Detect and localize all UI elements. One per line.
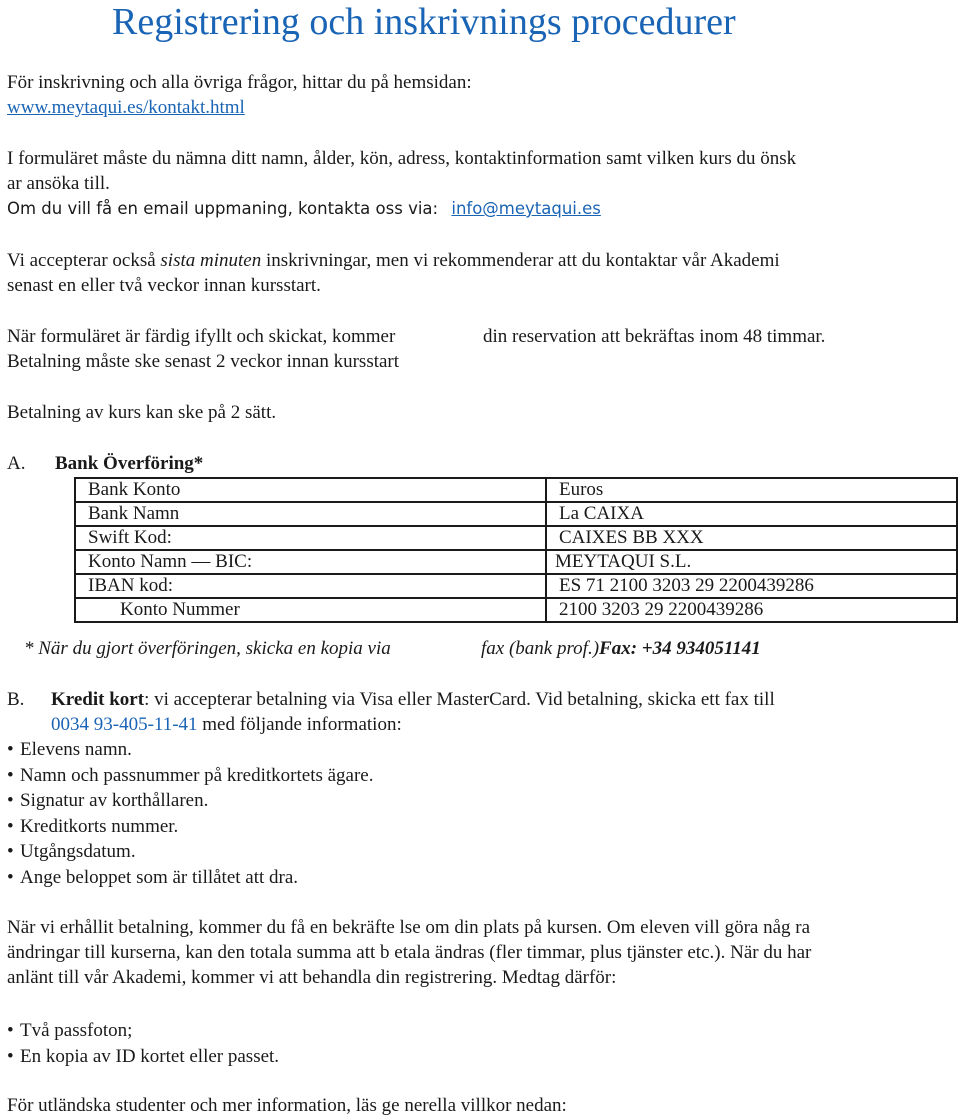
table-row <box>75 478 957 502</box>
section-a-letter: A. <box>7 453 26 474</box>
section-b-title: Kredit kort <box>51 689 145 710</box>
transfer-note <box>24 636 960 661</box>
email-prompt: Om du vill få en email uppmaning, kontakta oss via: <box>7 199 439 218</box>
list-item: • En kopia av ID kortet eller passet. <box>7 1044 952 1070</box>
form-text-line1: I formuläret måste du nämna ditt namn, ålder, kön, adress, kontaktinformation samt vilken kurs du önsk <box>7 148 797 169</box>
section-a-title: Bank Överföring* <box>55 453 204 474</box>
payment-intro: Betalning av kurs kan ske på 2 sätt. <box>7 402 277 423</box>
confirm-text-left: När formuläret är färdig ifyllt och skickat, kommer <box>7 326 396 347</box>
list-item: • Elevens namn. <box>7 737 952 763</box>
page-title: Registrering och inskrivnings procedurer <box>112 1 736 43</box>
bank-details-table <box>74 477 958 623</box>
footer-text: För utländska studenter och mer information, läs ge nerella villkor nedan: <box>7 1095 567 1116</box>
after-text-line1: När vi erhållit betalning, kommer du få en bekräfte lse om din plats på kursen. Om eleven vill göra någ ra <box>7 917 811 938</box>
bank-value: La CAIXA <box>546 502 957 526</box>
form-paragraph <box>7 146 952 221</box>
table-row <box>75 550 957 574</box>
late-text-emphasis: sista minuten <box>160 250 262 271</box>
list-item: • Kreditkorts nummer. <box>7 814 952 840</box>
bank-key: IBAN kod: <box>75 574 546 598</box>
table-row <box>75 598 957 622</box>
confirmation-paragraph <box>7 324 952 374</box>
list-item: • Ange beloppet som är tillåtet att dra. <box>7 865 952 891</box>
transfer-note-fax-number: Fax: +34 934051141 <box>599 638 761 659</box>
list-item: • Utgångsdatum. <box>7 839 952 865</box>
list-item: • Två passfoton; <box>7 1018 952 1044</box>
bank-value: CAIXES BB XXX <box>546 526 957 550</box>
intro-text: För inskrivning och alla övriga frågor, hittar du på hemsidan: <box>7 72 472 93</box>
late-text-pre: Vi accepterar också <box>7 250 156 271</box>
contact-page-link[interactable]: www.meytaqui.es/kontakt.html <box>7 97 245 118</box>
credit-card-info-list <box>7 737 952 891</box>
after-payment-paragraph <box>7 915 952 990</box>
confirm-text-line2: Betalning måste ske senast 2 veckor innan kursstart <box>7 351 400 372</box>
bank-key: Swift Kod: <box>75 526 546 550</box>
transfer-note-fax-label: fax (bank prof.) <box>481 638 600 659</box>
late-text-line2: senast en eller två veckor innan kursstart. <box>7 275 321 296</box>
section-b-text-line2: med följande information: <box>202 714 402 735</box>
table-row <box>75 526 957 550</box>
intro-paragraph <box>7 70 952 120</box>
late-registration-paragraph <box>7 248 952 298</box>
bank-value: ES 71 2100 3203 29 2200439286 <box>546 574 957 598</box>
after-text-line2: ändringar till kurserna, kan den totala summa att b etala ändras (fler timmar, plus tjänster etc.). När du har <box>7 942 812 963</box>
bank-value: Euros <box>546 478 957 502</box>
list-item: • Signatur av korthållaren. <box>7 788 952 814</box>
section-b <box>7 687 952 891</box>
late-text-post: inskrivningar, men vi rekommenderar att du kontaktar vår Akademi <box>265 250 780 271</box>
fax-phone-number: 0034 93-405-11-41 <box>51 714 198 735</box>
transfer-note-text: * När du gjort överföringen, skicka en kopia via <box>24 638 391 659</box>
bring-items-list <box>7 1018 952 1069</box>
confirm-text-right: din reservation att bekräftas inom 48 timmar. <box>483 326 826 347</box>
bank-key: Konto Nummer <box>75 598 546 622</box>
form-text-line2: ar ansöka till. <box>7 173 110 194</box>
section-b-text: : vi accepterar betalning via Visa eller MasterCard. Vid betalning, skicka ett fax till <box>144 689 775 710</box>
bank-key: Bank Konto <box>75 478 546 502</box>
bank-value: 2100 3203 29 2200439286 <box>546 598 957 622</box>
table-row <box>75 574 957 598</box>
bank-value: MEYTAQUI S.L. <box>546 550 957 574</box>
bank-key: Bank Namn <box>75 502 546 526</box>
section-b-letter: B. <box>7 689 25 710</box>
after-text-line3: anlänt till vår Akademi, kommer vi att behandla din registrering. Medtag därför: <box>7 967 617 988</box>
email-link[interactable]: info@meytaqui.es <box>451 199 601 218</box>
bank-key: Konto Namn — BIC: <box>75 550 546 574</box>
section-a-heading <box>7 451 952 476</box>
table-row <box>75 502 957 526</box>
list-item: • Namn och passnummer på kreditkortets ägare. <box>7 763 952 789</box>
